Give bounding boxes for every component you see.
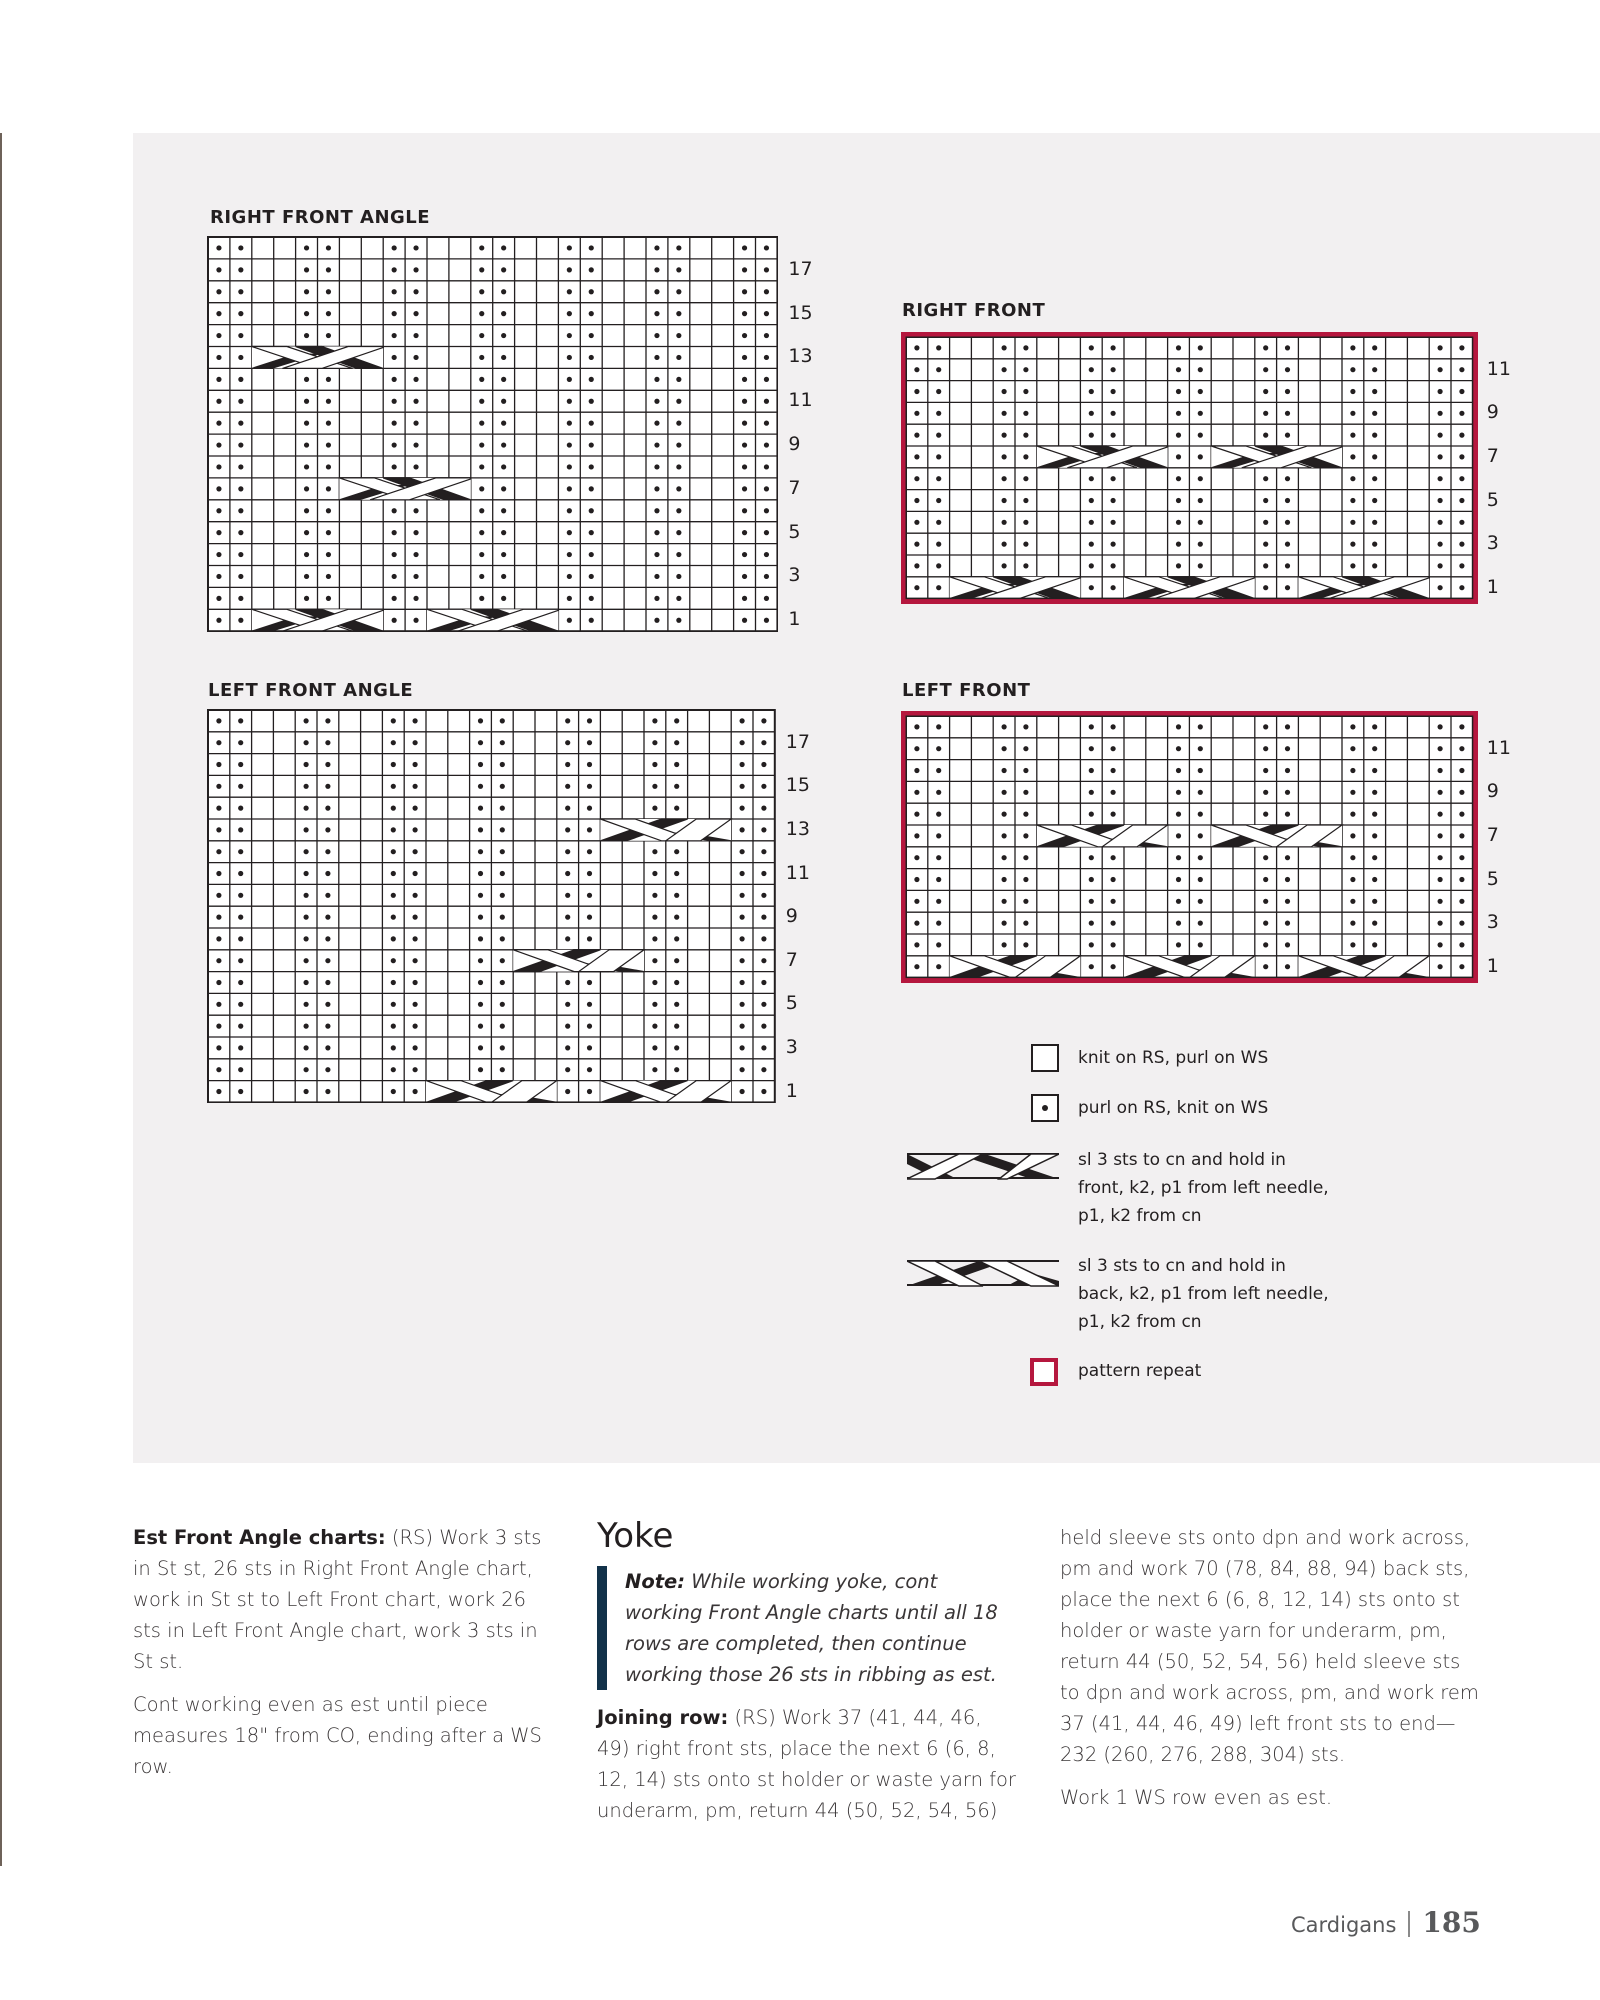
work-ws-row-paragraph: Work 1 WS row even as est.: [1060, 1786, 1333, 1809]
cont-working-paragraph: Cont working even as est until piece measures 18" from CO, ending after a WS row.: [133, 1693, 542, 1778]
row-number-label: 7: [788, 476, 801, 499]
chart-title-right-front: RIGHT FRONT: [902, 300, 1046, 321]
row-number-label: 7: [1486, 823, 1499, 846]
row-number-label: 9: [785, 905, 798, 928]
legend-back-cable-icon: [907, 1259, 1059, 1292]
row-number-label: 17: [785, 730, 810, 753]
legend-purl-label: purl on RS, knit on WS: [1078, 1098, 1269, 1118]
chart-left-front-angle: [207, 709, 776, 1103]
text-column-2: [597, 1514, 1017, 1838]
row-number-label: 1: [1486, 954, 1499, 977]
section-heading-yoke: Yoke: [597, 1516, 674, 1556]
chart-left-front: [901, 711, 1478, 983]
row-number-label: 3: [1486, 532, 1499, 555]
row-number-label: 3: [788, 564, 801, 587]
page-number: 185: [1422, 1906, 1481, 1939]
row-number-label: 13: [785, 817, 810, 840]
footer-divider: [1408, 1911, 1410, 1937]
row-number-label: 1: [1486, 575, 1499, 598]
chart-title-left-front: LEFT FRONT: [902, 680, 1031, 701]
row-number-label: 13: [788, 345, 813, 368]
row-number-label: 15: [788, 301, 813, 324]
row-number-label: 7: [785, 948, 798, 971]
row-number-label: 5: [788, 520, 801, 543]
row-number-label: 15: [785, 774, 810, 797]
note-callout: Note: While working yoke, cont working Front Angle charts until all 18 rows are completed, then continue working those 26 sts in ribbing as est.: [597, 1566, 1017, 1690]
row-number-label: 17: [788, 257, 813, 280]
row-number-label: 5: [785, 992, 798, 1015]
chart-title-left-front-angle: LEFT FRONT ANGLE: [208, 680, 414, 701]
chart-title-right-front-angle: RIGHT FRONT ANGLE: [210, 207, 431, 228]
joining-row-continued: held sleeve sts onto dpn and work across, pm and work 70 (78, 84, 88, 94) back sts, place the next 6 (6, 8, 12, 14) sts onto st holder or waste yarn for underarm, pm, return 44 (50, 52, 54, 56) held sleeve sts to dpn and work across, pm, and work rem 37 (41, 44, 46, 49) left front sts to end—232 (260, 276, 288, 304) sts.: [1060, 1526, 1479, 1766]
joining-row-paragraph: Joining row: (RS) Work 37 (41, 44, 46, 49) right front sts, place the next 6 (6, 8, 12, 14) sts onto st holder or waste yarn for underarm, pm, return 44 (50, 52, 54, 56): [597, 1706, 1016, 1822]
legend-purl-icon: [1031, 1094, 1059, 1122]
legend-repeat-icon: [1030, 1358, 1058, 1386]
row-number-label: 3: [785, 1035, 798, 1058]
row-number-label: 9: [788, 433, 801, 456]
row-number-label: 5: [1486, 867, 1499, 890]
chart-right-front-angle: [207, 236, 778, 632]
row-number-label: 1: [785, 1079, 798, 1102]
legend-back-cable-label: sl 3 sts to cn and hold in back, k2, p1 from left needle, p1, k2 from cn: [1078, 1256, 1329, 1332]
row-number-label: 1: [788, 608, 801, 631]
page-footer: [1291, 1906, 1481, 1939]
text-column-1: [133, 1522, 553, 1794]
page-edge-line: [0, 133, 2, 1866]
legend-knit-label: knit on RS, purl on WS: [1078, 1048, 1269, 1068]
row-number-label: 11: [788, 389, 813, 412]
legend-front-cable-label: sl 3 sts to cn and hold in front, k2, p1 from left needle, p1, k2 from cn: [1078, 1150, 1329, 1226]
row-number-label: 9: [1486, 401, 1499, 424]
row-number-label: 11: [1486, 357, 1511, 380]
row-number-label: 5: [1486, 488, 1499, 511]
legend-knit-icon: [1031, 1044, 1059, 1072]
row-number-label: 11: [785, 861, 810, 884]
row-number-label: 9: [1486, 780, 1499, 803]
text-column-3: [1060, 1522, 1480, 1825]
section-name: Cardigans: [1291, 1913, 1397, 1937]
est-front-angle-paragraph: Est Front Angle charts: (RS) Work 3 sts in St st, 26 sts in Right Front Angle chart, work in St st to Left Front chart, work 26 sts in Left Front Angle chart, work 3 sts in St st.: [133, 1526, 542, 1673]
legend-front-cable-icon: [907, 1152, 1059, 1185]
row-number-label: 3: [1486, 911, 1499, 934]
row-number-label: 7: [1486, 444, 1499, 467]
row-number-label: 11: [1486, 736, 1511, 759]
legend-repeat-label: pattern repeat: [1078, 1361, 1202, 1381]
chart-right-front: [901, 332, 1478, 604]
